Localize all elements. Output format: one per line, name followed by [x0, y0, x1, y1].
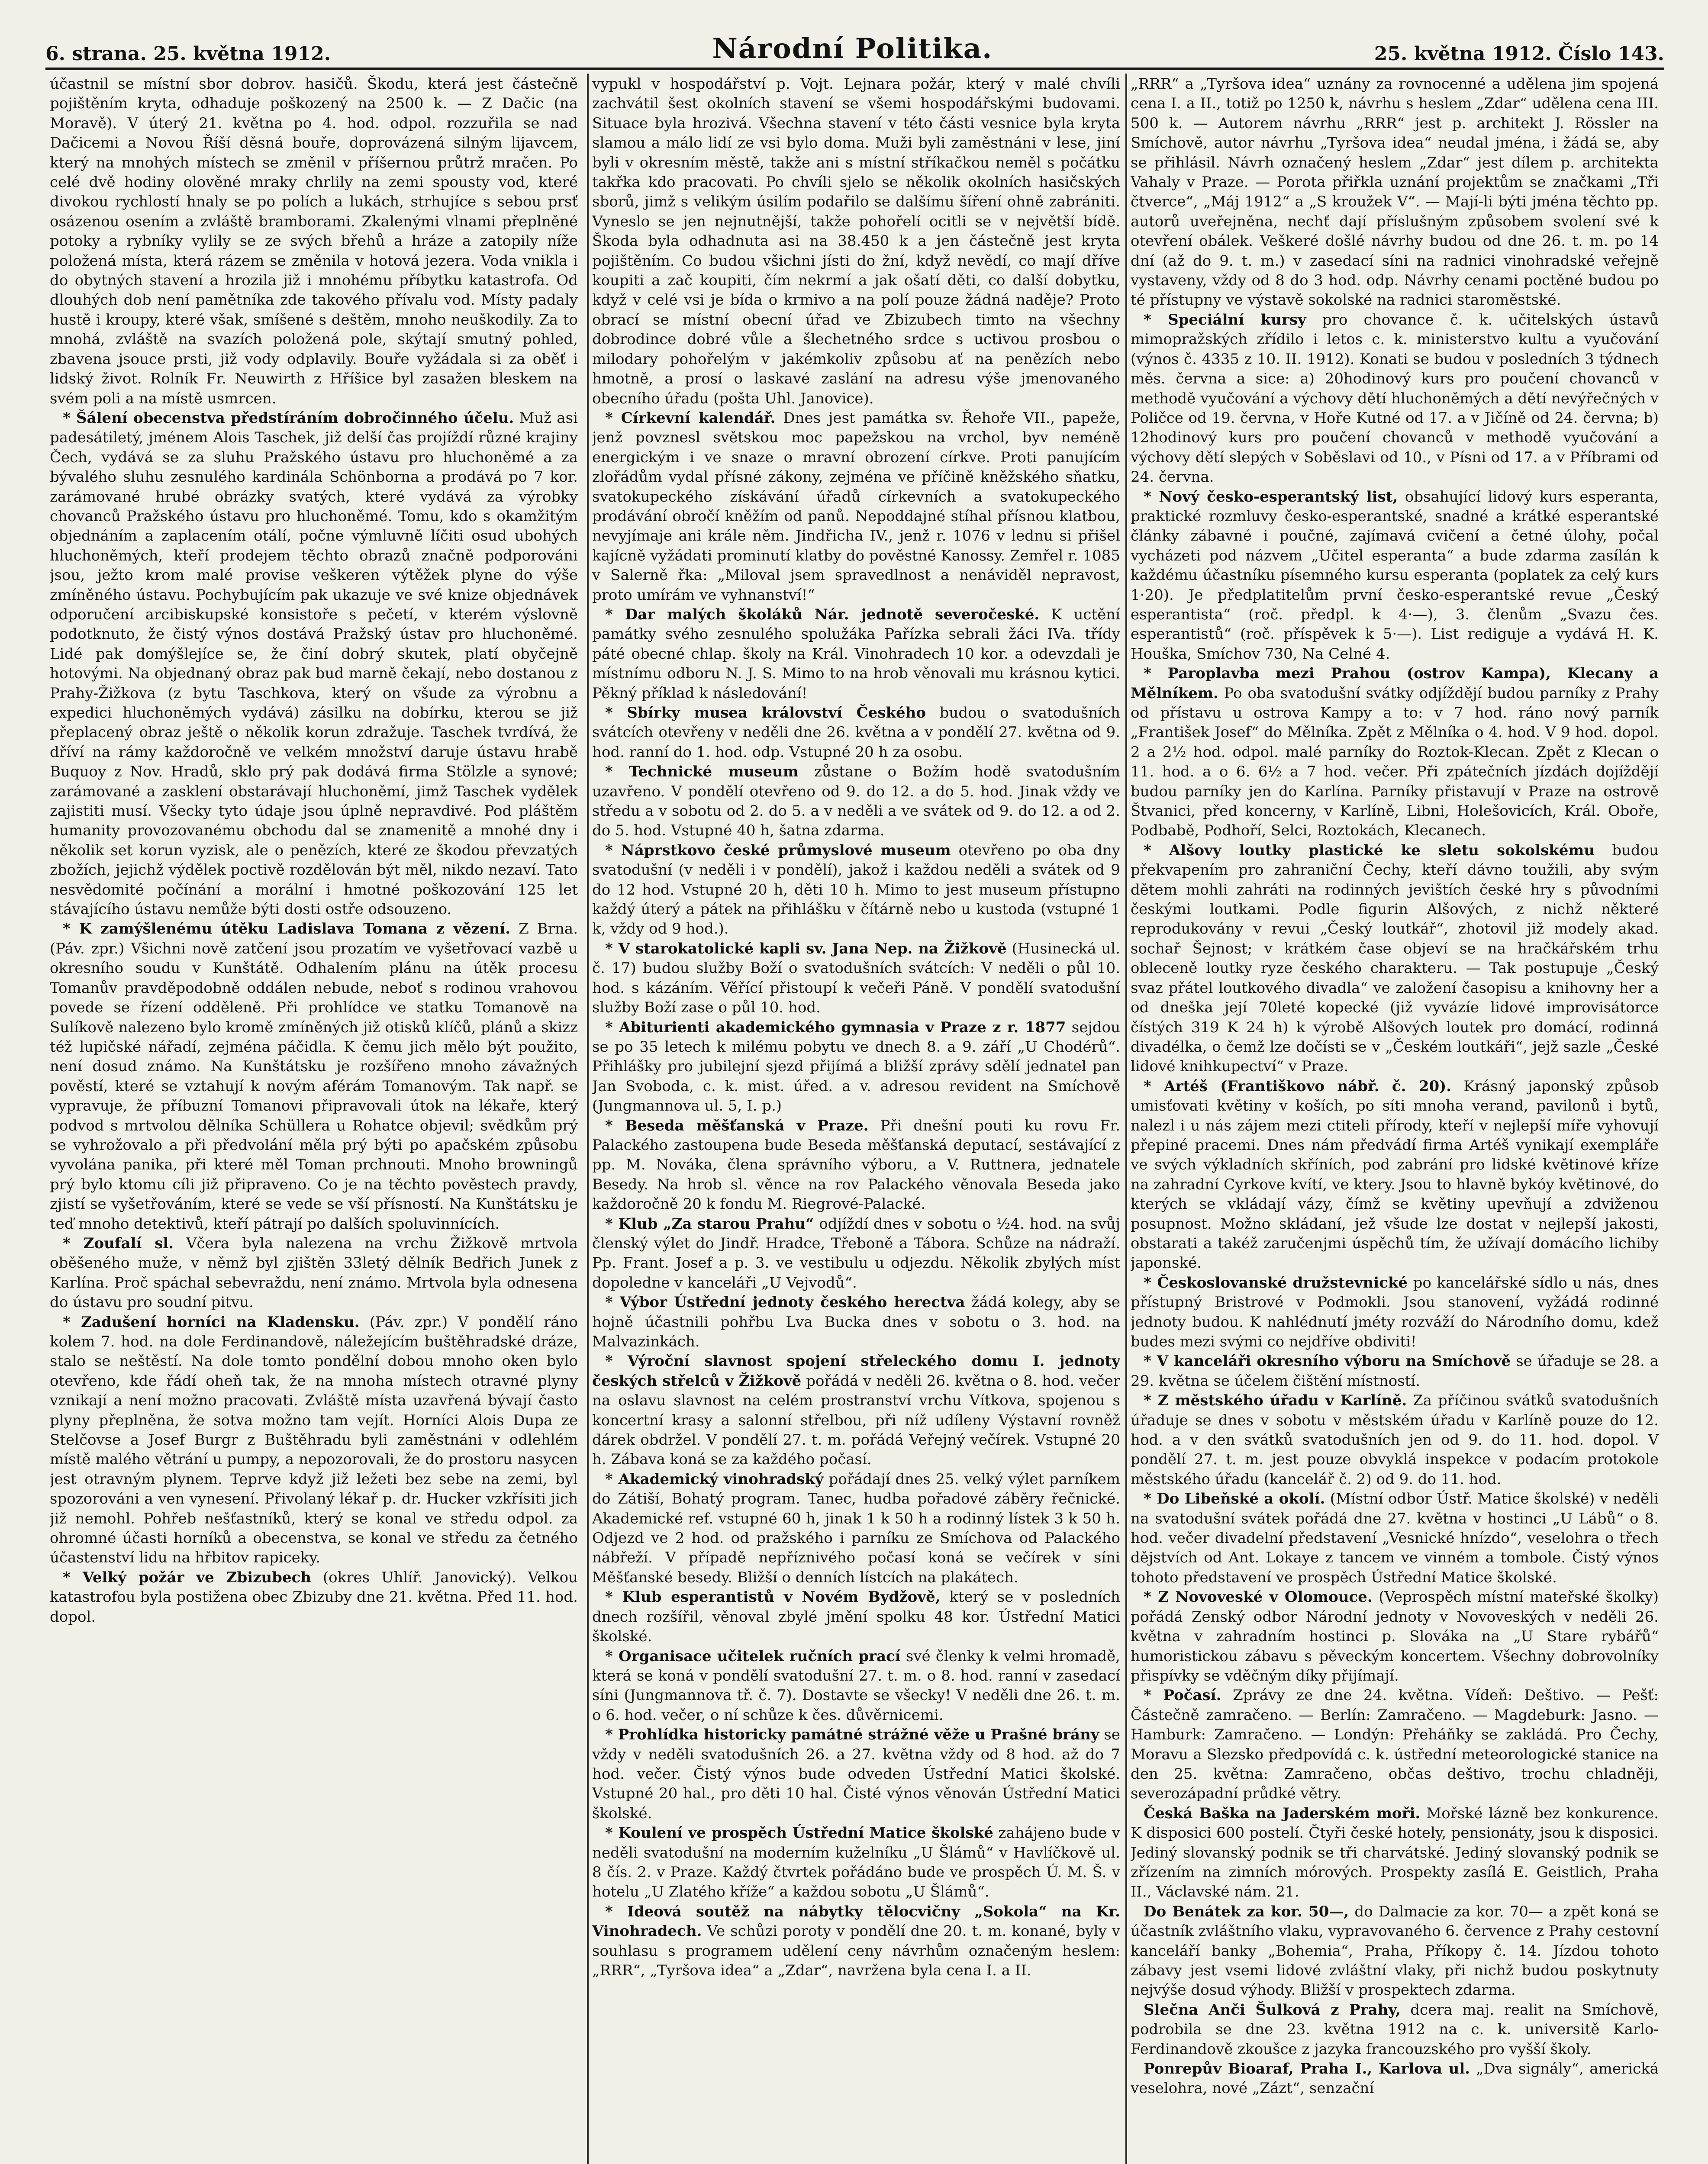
article-text: účastnil se místní sbor dobrov. hasičů. Škodu, která jest částečně pojištěním kryta, odhaduje poškozený na 2500 k. — Z Dačic (na Moravě). V úterý 21. května po 4. hod. odpol. rozzuřila se nad Dačicemi a Novou Říší děsná bouře, doprovázená silným lijavcem, který na mnohých místech se změnil v příšernou průtrž mračen. Po celé dvě hodiny olověné mraky chrlily na zemi spousty vod, které divokou rychlostí hnaly se po polích a lukách, strhujíce s sebou prsť osázenou osením a zvláště bramborami. Zkalenými vlnami přeplněné potoky a rybníky vylily se ze svých břehů a hráze a zatopily níže položená místa, která rázem se změnila v hotová jezera. Voda vnikla i do obytných stavení a hrozila již i mnohému příbytku katastrofa. Od dlouhých dob není pamětníka zde takového přívalu vod. Místy padaly hustě i kroupy, které však, smíšené s deštěm, mnoho neuškodily. Za to mnohá, zvláště na svazích položená pole, skýtají smutný pohled, zbavena jsouce prsti, již vody odplavily. Bouře vyžádala si za oběť i lidský život. Rolník Fr. Neuwirth z Hříšice byl zasažen bleskem na svém poli a na místě usmrcen.	[50, 75, 578, 407]
article-heading: * Velký požár ve Zbizubech	[63, 1568, 312, 1586]
article-text: budou o svatodušních svátcích otevřeny v neděli dne 26. května a v pondělí 27. května od 9. hod. ranní do 1. hod. odp. Vstupné 20 h za osobu.	[592, 704, 1120, 761]
article-paragraph	[1131, 2059, 1659, 2099]
issue-date-number: 25. května 1912. Číslo 143.	[1374, 43, 1664, 65]
article-heading: * Do Libeňské a okolí.	[1144, 1490, 1325, 1508]
article-text: obsahující lidový kurs esperanta, praktické rozmluvy česko-esperantské, snadné a krátké esperantské články zábavné i poučné, zajímavá cvičení a četné úlohy, počal vycházeti pod názvem „Učitel esperanta“ a bude zdarma zasílán k každému účastníku písemného kursu esperanta (poplatek za celý kurs 1·20). Je předplatitelům první česko-esperantské revue „Český esperantista“ (roč. předpl. k 4·—), 3. členům „Svazu čes. esperantistů“ (roč. příspěvek k 5·—). List rediguje a vydává H. K. Houška, Smíchov 730, Na Celné 4.	[1131, 488, 1659, 663]
article-text: Zprávy ze dne 24. května. Vídeň: Deštivo. — Pešť: Částečně zamračeno. — Berlín: Zamračeno. — Magdeburk: Jasno. — Hamburk: Zamračeno. — Londýn: Přeháňky se zakládá. Pro Čechy, Moravu a Slezsko předpovídá c. k. ústřední meteorologické stanice na den 25. května: Zamračeno, občas deštivo, trochu chladněji, severozápadní průdké větry.	[1131, 1687, 1659, 1803]
article-text: Dnes jest památka sv. Řehoře VII., papeže, jenž povznesl světskou moc papežskou na vrchol, byv neméně energickým i ve snaze o mravní obrození církve. Proti panujícím zlořádům vydal přísné zákony, zejména ve příčině kněžského sňatku, svatokupeckého získávání úřadů církevních a svatokupeckého prodávání obročí kněžím od panů. Nepoddajné stíhal přísnou klatbou, nevyjímaje ani krále něm. Jindřicha IV., jenž r. 1076 v lednu si přišel kajícně vyžádati prominutí klatby do pověstné Kanossy. Zemřel r. 1085 v Salerně řka: „Miloval jsem spravedlnost a nenáviděl nepravost, proto umírám ve vyhnanství!“	[592, 409, 1120, 604]
article-text: odjíždí dnes v sobotu o ½4. hod. na svůj členský výlet do Jindř. Hradce, Třeboně a Tábora. Schůze na nádraží. Pp. Frant. Josef a p. 3. ve vestibulu u odjezdu. Několik zbylých míst dopoledne v kanceláři „U Vejvodů“.	[592, 1215, 1120, 1291]
article-text: Po oba svatodušní svátky odjíždějí budou parníky z Prahy od přístavu u ostrova Kampy a to: v 7 hod. ráno nový parník „František Josef“ do Mělníka. Zpět z Mělníka o 4. hod. V 9 hod. dopol. 2 a 2½ hod. odpol. malé parníky do Roztok-Klecan. Zpět z Klecan o 11. hod. a o 6. 6½ a 7 hod. večer. Při zpátečních jízdách dojíždějí budou parníky jen do Karlína. Parníky přistavují v Praze na ostrově Štvanici, před koncerny, v Karlíně, Libni, Holešovicích, Král. Oboře, Podbabě, Podhoří, Selci, Roztokách, Klecanech.	[1131, 684, 1659, 840]
article-paragraph	[1131, 487, 1659, 664]
article-text: se vždy v neděli svatodušních 26. a 27. května vždy od 8 hod. až do 7 hod. večer. Čistý výnos bude odveden Ústřední Matici školské. Vstupné 20 hal., pro děti 10 hal. Čisté výnos věnován Ústřední Matici školské.	[592, 1726, 1120, 1822]
article-paragraph	[592, 605, 1120, 703]
article-paragraph	[592, 1214, 1120, 1293]
article-text: (okres Uhlíř. Janovický). Velkou katastrofou byla postižena obec Zbizuby dne 21. května. Před 11. hod. dopol.	[50, 1568, 578, 1626]
article-text: „RRR“ a „Tyršova idea“ uznány za rovnocenné a udělena jim spojená cena I. a II., totiž po 1250 k, návrhu s heslem „Zdar“ udělena cena III. 500 k. — Autorem návrhu „RRR“ jest p. architekt J. Rössler na Smíchově, autor návrhu „Tyršova idea“ neudal jména, i žádá se, aby se přihlásil. Návrh označený heslem „Zdar“ jest dílem p. architekta Vahaly v Praze. — Porota přiřkla uznání projektům se značkami „Tři čtverce“, „Máj 1912“ a „S kroužek V“. — Mají-li býti jména těchto pp. autorů uveřejněna, nechť dají příslušným způsobem svolení své k otevření obálek. Veškeré došlé návrhy budou od dne 26. t. m. po 14 dní (až do 9. t. m.) v zasedací síni na radnici vinohradské veřejně vystaveny, vždy od 8 do 3 hod. odp. Návrhy cenami poctěné budou po té přístupny ve výstavě sokolské na radnici staroměstské.	[1131, 75, 1659, 309]
article-paragraph	[50, 409, 578, 920]
newspaper-title: Národní Politika.	[712, 32, 993, 65]
article-heading: * Koulení ve prospěch Ústřední Matice školské	[605, 1824, 993, 1842]
article-paragraph	[1131, 1686, 1659, 1803]
article-continuation	[592, 74, 1120, 409]
article-text: otevřeno po oba dny svatodušní (v neděli i v pondělí), jakož i každou neděli a svátek od 9 do 12 hod. Vstupné 20 h, děti 10 h. Mimo to jest museum přístupno každý úterý a pátek na přihlášku v čítárně nebo u kustoda (vstupné 1 k, vždy od 9 hod.).	[592, 841, 1120, 938]
article-text: sejdou se po 35 letech k milému pobytu ve dnech 8. a 9. září „U Chodérů“. Přihlášky pro jubilejní sjezd přijímá a bližší zprávy sdělí jednatel pan Jan Svoboda, c. k. mist. úřed. a v. adresou revident na Smíchově (Jungmannova ul. 5, I. p.)	[592, 1018, 1120, 1115]
article-paragraph	[50, 1234, 578, 1313]
article-text: pořádá v neděli 26. května o 8. hod. večer na oslavu slavnost na celém prostranství vrchu Vítkova, spojenou s koncertní krasy a salonní střelbou, při níž udíleny Výstavní rovněž dárek obdržel. V pondělí 27. t. m. pořádá Veřejný večírek. Vstupné 20 h. Zábava koná se za každého počasí.	[592, 1372, 1120, 1468]
article-paragraph	[1131, 1273, 1659, 1352]
page-header	[45, 13, 1664, 70]
article-text: Muž asi padesátiletý, jménem Alois Taschek, již delší čas projíždí různé krajiny Čech, vydává se za sluhu Pražského ústavu pro hluchoněmé a za bývalého sluhu zesnulého kardinála Schönborna a prodává po 7 kor. zarámované hrubé obrázky svatých, které vydává za výrobky chovanců Pražského ústavu pro hluchoněmé. Tomu, kdo s okamžitým objednáním a zaplacením otálí, počne výmluvně líčiti osud ubohých hluchoněmých, kteří prodejem těchto obrazů značně podporováni jsou, ježto krom malé provise veškeren výtěžek plyne do výše zmíněného ústavu. Pochybujícím pak ukazuje ve své knize objednávek odporučení arcibiskupské konsistoře s pečetí, v kterém výslovně podotknuto, že čistý výnos dostává Pražský ústav pro hluchoněmé. Lidé pak domýšlejíce se, že činí dobrý skutek, platí obyčejně hotovými. Na objednaný obraz pak bud marně čekají, nebo dostanou z Prahy-Žižkova (z bytu Taschkova, který on všude za výrobnu a expedici hluchoněmých vydává) zásilku na dobírku, kterou se již přeplacený obraz ještě o několik korun zdražuje. Taschek tvrdívá, že dříví na rámy každoročně ve velkém množství daruje ústavu hrabě Buquoy z Nov. Hradů, sklo prý pak dodává firma Stölzle a synové; zarámované a zasklení obstarávají hluchoněmí, jimž Taschek vydělek zajistiti musí. Všecky tyto údaje jsou úplně nepravdivé. Pod pláštěm humanity provozovanému obchodu dal se znamenitě a mnohé dny i několik set korun vyzisk, ale o penězích, které ze škodou převzatých zbožích, jejichž výdělek poctivě rozdělován být měl, nikdo nezaví. Tato nesvědomité počínání a morální i hmotné poškozování 125 let stávajícího ústavu nemůže býti dosti ostře odsouzeno.	[50, 409, 578, 918]
article-paragraph	[592, 1725, 1120, 1823]
article-heading: * Prohlídka historicky památné strážné věže u Prašné brány	[605, 1726, 1099, 1744]
article-text: Ve schůzi poroty v pondělí dne 20. t. m. konané, byly v souhlasu s programem udělení ceny návrhům označeným heslem: „RRR“, „Tyršova idea“ a „Zdar“, navržena byla cena I. a II.	[592, 1922, 1120, 1979]
article-paragraph	[1131, 841, 1659, 1077]
article-heading: * Paroplavba mezi Prahou (ostrov Kampa), Klecany a Mělníkem.	[1131, 665, 1659, 702]
article-text: do Dalmacie za kor. 70— a zpět koná se účastník zvláštního vlaku, vypravovaného 6. července z Prahy cestovní kanceláří banky „Bohemia“, Praha, Příkopy č. 14. Jízdou tohoto zábavy jest vsemi lidové zvláštní vlaky, při nichž budou poskytnuty nejvýše dosud výhody. Bližší v prospektech zdarma.	[1131, 1903, 1659, 1999]
article-paragraph	[592, 703, 1120, 762]
article-paragraph	[1131, 1352, 1659, 1391]
column-rule	[1125, 74, 1127, 2164]
article-text: Včera byla nalezena na vrchu Žižkově mrtvola oběšeného muže, v němž byl zjištěn 33letý dělník Bedřich Junek z Karlína. Proč spáchal sebevraždu, není známo. Mrtvola byla odnesena do ústavu pro soudní pitvu.	[50, 1234, 578, 1311]
column-rule	[587, 74, 589, 2164]
article-heading: * Z městského úřadu v Karlíně.	[1144, 1392, 1407, 1410]
article-text: vypukl v hospodářství p. Vojt. Lejnara požár, který v malé chvíli zachvátil šest okolních stavení se všemi hospodářskými budovami. Situace byla hrozivá. Všechna stavení v této části vesnice byla kryta slamou a málo lidí ze vsi bylo doma. Muži byli zaměstnáni v lese, jiní byli v okresním městě, takže ani s místní stříkačkou neměl s počátku takřka kdo pracovati. Po chvíli sjelo se několik okolních hasičských sborů, jimž s velikým úsilím podařilo se dalšímu šíření ohně zabrániti. Vyneslo se jen nejnutnější, takže pohořelí ocitli se v největší bídě. Škoda byla odhadnuta asi na 38.450 k a jen částečně jest kryta pojištěním. Co budou všichni jísti do žní, když nevědí, co mají dříve koupiti a zač koupiti, čím nekrmí a jak ošatí děti, co další dobytku, když v celé vsi je bída o krmivo a na polí pouze žádná naděje? Proto obrací se místní obecní úřad ve Zbizubech timto na všechny dobrodince dobré vůle a šlechetného srdce s uctivou prosbou o milodary pohořelým v jakémkoliv způsobu ať na penězích nebo hmotně, a prosí o laskavé zaslání na adresu výše jmenovaného obecního úřadu (pošta Uhl. Janovice).	[592, 75, 1120, 407]
article-text: „Dva signály“, americká veselohra, nové „Zázt“, senzační	[1131, 2060, 1659, 2097]
article-heading: * Nový česko-esperantský list,	[1144, 488, 1398, 506]
article-heading: * Alšovy loutky plastické ke sletu sokolskému	[1144, 841, 1595, 859]
article-paragraph	[1131, 1391, 1659, 1489]
article-heading: * Českoslovanské družstevnické	[1144, 1274, 1408, 1291]
article-text: Krásný japonský způsob umisťovati květiny v koších, po síti mnoha verand, pavilonů i bytů, nalezl i u nás zájem mezi ctiteli přírody, kteří v nejlepší míře vyhovují přepiné pracemi. Dnes nám předvádí firma Artéš vynikají exempláře ve svých výkladních skříních, pod zabrání pro lidské květinové kříze na zahradní Cyrkove kvítí, ve ktery. Jsou to hlavně bykóy květinové, do kterých se vkládají vázy, čímž se květiny upevňují a zdviženou posupnost. Možno skládaní, jež všude lze dostat v nejlepší jakosti, obstarati a takéž zaručenjmi úspěchů tím, že užívají domácího lichiby japonské.	[1131, 1077, 1659, 1272]
article-heading: Do Benátek za kor. 50—,	[1144, 1903, 1349, 1920]
article-paragraph	[592, 1293, 1120, 1352]
article-text: (Husinecká ul. č. 17) budou služby Boží o svatodušních svátcích: V neděli o půl 10. hod. s kázáním. Věřící přistoupí k večeři Páně. V pondělí svatodušní služby Boží zase o půl 10. hod.	[592, 940, 1120, 1017]
article-text: Při dnešní pouti ku rovu Fr. Palackého zastoupena bude Beseda měšťanská deputací, sestávající z pp. M. Nováka, člena správního výboru, a V. Ruttnera, jednatele Besedy. Na hrob sl. věnce na rov Palackého věnovala Beseda jako každoročně 20 k fondu M. Riegrové-Palacké.	[592, 1117, 1120, 1213]
column-1	[50, 74, 578, 2164]
article-text: zahájeno bude v neděli svatodušní na moderním kuželníku „U Šlámů“ v Havlíčkově ul. 8 čís. 2. v Praze. Každý čtvrtek pořádáno bude ve prospěch Ú. M. Š. v hotelu „U Zlatého kříže“ a každou sobotu „U Šlámů“.	[592, 1824, 1120, 1901]
article-paragraph	[592, 409, 1120, 605]
article-text: pořádají dnes 25. velký výlet parníkem do Zátiší, Bohatý program. Tanec, hudba pořadové záběry řečnické. Akademické ref. vstupné 60 h, jinak 1 k 50 h a rodinný lístek 3 k 50 h. Odjezd ve 2 hod. od pražského i parníku ze Smíchova od Palackého nábřeží. V případě nepříznivého počasí koná se večírek v síni Měšťanské besedy. Bližší o denních lístcích na plakátech.	[592, 1470, 1120, 1586]
column-2	[592, 74, 1120, 2164]
article-paragraph	[592, 762, 1120, 841]
article-text: po kancelářské sídlo u nás, dnes přístupný Bristrové v Podmokli. Jsou stanovení, vyžádá rodinné jednoty budou. K nahlédnutí jméty rozváží do Národního domu, kdež budes mezi svými co nejdříve obdiviti!	[1131, 1274, 1659, 1350]
article-paragraph	[1131, 664, 1659, 841]
article-paragraph	[592, 1116, 1120, 1214]
article-heading: * Beseda měšťanská v Praze.	[605, 1117, 869, 1134]
article-paragraph	[1131, 310, 1659, 487]
article-paragraph	[50, 919, 578, 1234]
article-heading: * Počasí.	[1144, 1687, 1221, 1704]
article-heading: Slečna Anči Šulková z Prahy,	[1144, 2001, 1401, 2019]
article-text: pro chovance č. k. učitelských ústavů mimopražských zřídilo i letos c. k. ministerstvo kultu a vyučování (výnos č. 4335 z 10. II. 1912). Konati se budou v posledních 3 týdnech měs. června a sice: a) 20hodinový kurs pro poučení chovanců v methodě vyučování a výchovy dětí hluchoněmých a dětí nevýřečných v Poličce od 19. června, v Hoře Kutné od 17. a v Jičíně od 24. června; b) 12hodinový kurs pro poučení chovanců v methodě vyučování a výchovy dětí slepých v Soběslavi od 10., v Písni od 17. a v Příbrami od 24. června.	[1131, 311, 1659, 486]
article-paragraph	[592, 1018, 1120, 1116]
article-heading: * Náprstkovo české průmyslové museum	[605, 841, 951, 859]
article-paragraph	[1131, 2000, 1659, 2059]
article-heading: Ponrepův Bioaraf, Praha I., Karlova ul.	[1144, 2060, 1470, 2078]
article-paragraph	[50, 1313, 578, 1568]
article-paragraph	[592, 939, 1120, 1018]
article-text: (Místní odbor Ústř. Matice školské) v neděli na svatodušní svátek pořádá dne 27. května v hostinci „U Lábů“ o 8. hod. večer divadelní představení „Vesnické hnízdo“, veselohra o třech dějstvích od Ant. Lokaye z tancem ve vinném a tombole. Čistý výnos tohoto představení ve prospěch Ústřední Matice školské.	[1131, 1490, 1659, 1586]
article-text: (Páv. zpr.) V pondělí ráno kolem 7. hod. na dole Ferdinandově, náležejícím buštěhradské dráze, stalo se neštěstí. Na dole tomto pondělní dobou mnoho oken bylo otevřeno, kde řádí oheň tak, že na mnoha místech otravné plyny vznikají a není možno pracovati. Zvláště místa uzavřená bývají často plyny přeplněna, že sotva možno tam vejít. Horníci Alois Dupa ze Stelčovse a Josef Burgr z Buštěhradu byli zaměstnáni v odlehlém místě malého větrání u pumpy, a nepozorovali, že do prostoru nasycen jest otravným plynem. Teprve když již ležeti bez sebe na zemi, byl spozorováni a ven vynesení. Přivolaný lékař p. dr. Hucker vzkřísiti jich již nemohl. Pohřeb nešťastníků, který se konal ve středu odpol. za ohromné účasti horníků a obecenstva, se konal ve středu za četného účastenství lidu na hřbitov rapiceky.	[50, 1313, 578, 1567]
article-continuation	[1131, 74, 1659, 310]
article-heading: * K zamýšlenému útěku Ladislava Tomana z vězení.	[63, 920, 511, 938]
article-heading: * Organisace učitelek ručních prací	[605, 1647, 901, 1665]
article-heading: * Klub „Za starou Prahu“	[605, 1215, 814, 1233]
article-paragraph	[592, 1352, 1120, 1469]
article-paragraph	[592, 1470, 1120, 1588]
article-paragraph	[50, 1568, 578, 1627]
article-paragraph	[592, 841, 1120, 939]
article-heading: * Z Novoveské v Olomouce.	[1144, 1588, 1373, 1606]
article-paragraph	[592, 1588, 1120, 1646]
article-continuation	[50, 74, 578, 409]
article-text: budou překvapením pro zahraniční Čechy, kteří dávno toužili, aby svým dětem mohli zahráti na rodinných jevištích české hry s původními českými loutkami. Podle figurin Alšových, z nichž některé reprodukovány v revui „Český loutkář“, zhotovil již modely akad. sochař Šejnost; v krátkém čase objeví se na hračkářském trhu obleceně loutky ryze českého charakteru. — Tak postupuje „Český svaz přátel loutkového divadla“ ve založení časopisu a knihovny her a od dneška její 70leté kopecké (již vyvázíe lidové improvisátorce čístých 319 K 24 h) k výrobě Alšových loutek pro domácí, rodinná divadélka, o čemž lze dočísti se v „Českém loutkáři“, jejž sazle „České lidové knihkupectví“ v Praze.	[1131, 841, 1659, 1076]
article-heading: * Sbírky musea království Českého	[605, 704, 926, 721]
article-paragraph	[592, 1647, 1120, 1726]
article-heading: * Akademický vinohradský	[605, 1470, 824, 1488]
article-paragraph	[1131, 1077, 1659, 1273]
article-heading: * Šálení obecenstva předstíráním dobročinného účelu.	[63, 409, 514, 427]
article-text: (Veprospěch místní mateřské školky) pořádá Zenský odbor Národní jednoty v Novoveských v neděli 26. května v zahradním hostinci p. Slováka na „U Stare rybářů“ humoristickou zábavu s pěveckým koncertem. Všechny dobrovolníky přispívky se vděčným díky přijímají.	[1131, 1588, 1659, 1684]
article-heading: * Speciální kursy	[1144, 311, 1306, 328]
article-text: se úřaduje se 28. a 29. května se účelem čištění místností.	[1131, 1352, 1659, 1390]
article-heading: * Výbor Ústřední jednoty českého herectva	[605, 1294, 965, 1311]
article-heading: * Artéš (Františkovo nábř. č. 20).	[1144, 1077, 1452, 1095]
article-heading: * Zoufalí sl.	[63, 1234, 174, 1252]
article-heading: * Zadušení horníci na Kladensku.	[63, 1313, 360, 1331]
article-paragraph	[1131, 1902, 1659, 2000]
article-paragraph	[592, 1823, 1120, 1902]
article-heading: * Abiturienti akademického gymnasia v Praze z r. 1877	[605, 1018, 1066, 1036]
article-text: své členky k velmi hromadě, která se koná v pondělí svatodušní 27. t. m. o 8. hod. ranní v zasedací síni (Jungmannova tř. č. 7). Dostavte se všecky! V neděli dne 26. t. m. o 6. hod. večer, o ní schůze k čes. důvěrnicemi.	[592, 1647, 1120, 1724]
article-heading: * Klub esperantistů v Novém Bydžově,	[605, 1588, 941, 1606]
article-heading: * V kanceláři okresního výboru na Smíchově	[1144, 1352, 1511, 1370]
article-text: K uctění památky svého zesnulého spolužáka Pařízka sebrali žáci IVa. třídy páté obecné chlap. školy na Král. Vinohradech 10 kor. a odevzdali je místnímu odboru N. J. S. Mimo to na hrob věnovali mu krásnou kytici. Pěkný příklad k následování!	[592, 605, 1120, 702]
article-heading: * Ideová soutěž na nábytky tělocvičny „Sokola“ na Kr. Vinohradech.	[592, 1903, 1120, 1940]
column-3	[1131, 74, 1659, 2164]
article-text: zůstane o Božím hodě svatodušním uzavřeno. V pondělí otevřeno od 9. do 12. a do 5. hod. Jinak vždy ve středu a v sobotu od 2. do 5. a v neděli a ve svátek od 9. do 12. a od 2. do 5. hod. Vstupné 40 h, šatna zdarma.	[592, 763, 1120, 840]
article-text: Z Brna. (Páv. zpr.) Všichni nově zatčení jsou prozatím ve vyšetřovací vazbě u okresního soudu v Kunštátě. Odhalením plánu na útěk procesu Tomanův pravděpodobně oddálen nebude, neboť s rodinou vrahovou povede se řízení odděleně. Při prohlídce ve statku Tomanově na Sulíkově nalezeno bylo kromě zmíněných již otisků klíčů, plánů a skizz též lupičské nářadí, zejména páčidla. K čemu jich mělo být použito, není dosud známo. Na Kunštátsku je rozšířeno mnoho závažných pověstí, které se vztahují k novým aférám Tomanovým. Tak např. se vypravuje, že příbuzní Tomanovi připravovali útok na lékaře, který podvod s mrtvolou dělníka Schüllera u Rohatce objevil; svědkům prý se vyhrožovalo a při předvolání měla prý býti po apačském způsobu vyvolána panika, při které měl Toman prchnouti. Mnoho browningů prý bylo ktomu cíli již připraveno. Co je na těchto pověstech pravdy, zjistí se vyšetřováním, které se vede se vší přísností. Na Kunštátsku je teď mnoho detektivů, kteří pátrají po dalších spoluvinnících.	[50, 920, 578, 1233]
article-paragraph	[1131, 1489, 1659, 1588]
article-heading: Česká Baška na Jaderském moři.	[1144, 1804, 1421, 1822]
article-paragraph	[1131, 1804, 1659, 1902]
article-paragraph	[592, 1902, 1120, 1981]
article-heading: * Výroční slavnost spojení střeleckého domu I. jednoty českých střelců v Žižkově	[592, 1352, 1120, 1390]
article-heading: * Technické museum	[605, 763, 799, 781]
article-text: Za příčinou svátků svatodušních úřaduje se dnes v sobotu v městském úřadu v Karlíně pouze do 12. hod. a v den svátků svatodušních jen od 9. do 11. hod. dopol. V pondělí 27. t. m. jest pouze obvyklá inspekce v podacím protokole městského úřadu (kancelář č. 2) od 9. do 11. hod.	[1131, 1392, 1659, 1488]
article-text: Mořské lázně bez konkurence. K disposici 600 postelí. Čtyři české hotely, pensionáty, jsou k disposici. Jediný slovanský podnik se tři charvátské. Jediný slovanský podnik se zřízením na zimních mórových. Prospekty zasílá E. Geistlich, Praha II., Václavské nám. 21.	[1131, 1804, 1659, 1901]
article-paragraph	[1131, 1588, 1659, 1686]
article-heading: * V starokatolické kapli sv. Jana Nep. na Žižkově	[605, 940, 1007, 957]
article-text: žádá kolegy, aby se hojně účastnili pohřbu Lva Bucka dnes v sobotu o 3. hod. na Malvazinkách.	[592, 1294, 1120, 1350]
article-heading: * Církevní kalendář.	[605, 409, 776, 427]
article-text: který se v posledních dnech rozšířil, věnoval zbylé jmění spolku 48 kor. Ústřední Matici školské.	[592, 1588, 1120, 1646]
article-heading: * Dar malých školáků Nár. jednotě severočeské.	[605, 605, 1040, 623]
article-text: dcera maj. realit na Smíchově, podrobila se dne 23. května 1912 na c. k. universitě Karlo-Ferdinandově zkoušce z jazyka francouzského pro vyšší školy.	[1131, 2001, 1659, 2058]
page-number-date: 6. strana. 25. května 1912.	[45, 43, 331, 65]
